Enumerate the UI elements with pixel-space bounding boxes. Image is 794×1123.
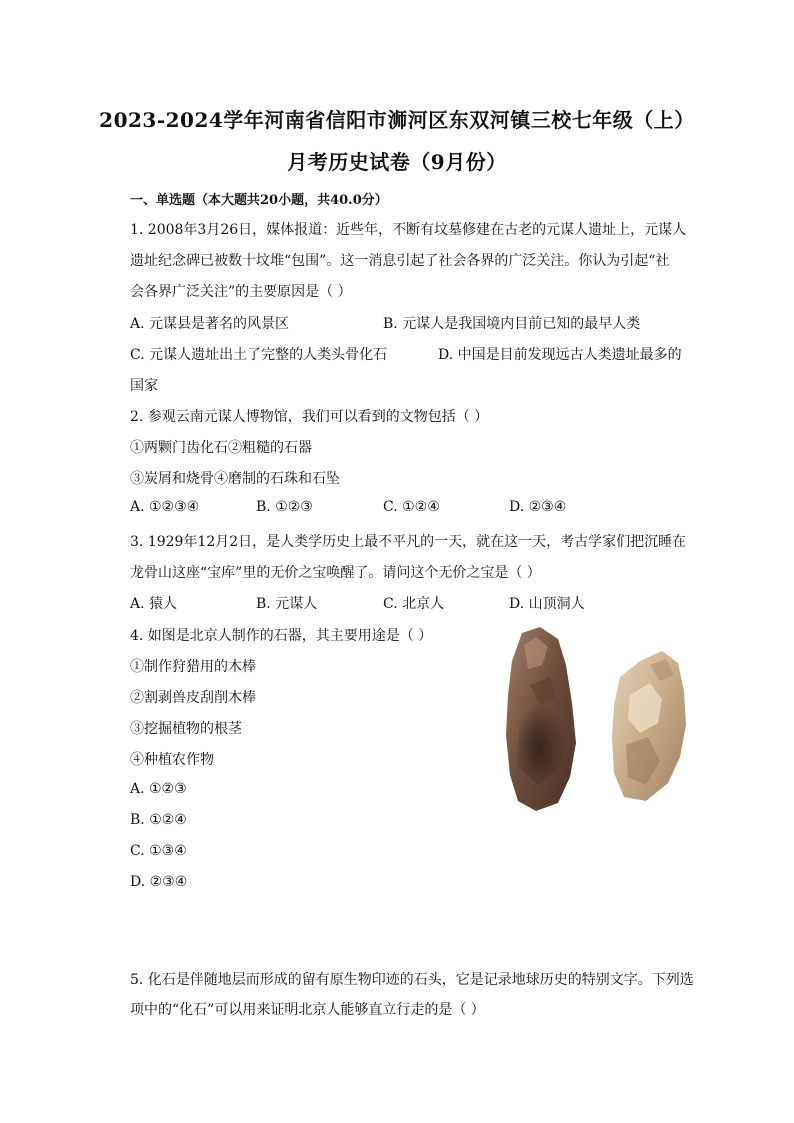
q4-option-b: B. ①②④ [130, 812, 187, 828]
q2-item2: ③炭屑和烧骨④磨制的石珠和石坠 [130, 471, 340, 487]
q3-line2: 龙骨山这座“宝库”里的无价之宝唤醒了。请问这个无价之宝是（ ） [130, 565, 541, 581]
q2-option-b: B. ①②③ [256, 499, 313, 515]
q4-stem: 4. 如图是北京人制作的石器，其主要用途是（ ） [130, 628, 433, 644]
q3-option-c: C. 北京人 [383, 596, 445, 612]
q4-option-c: C. ①③④ [130, 843, 187, 859]
exam-title-line2: 月考历史试卷（9月份） [287, 150, 507, 174]
section-heading: 一、单选题（本大题共20小题，共40.0分） [130, 193, 388, 208]
q2-option-d: D. ②③④ [509, 499, 567, 515]
stone-tool-left [506, 627, 576, 811]
q2-item1: ①两颗门齿化石②粗糙的石器 [130, 440, 312, 456]
q5-line2: 项中的“化石”可以用来证明北京人能够直立行走的是（ ） [130, 1002, 485, 1018]
q4-option-a: A. ①②③ [130, 781, 187, 797]
q3-option-a: A. 猿人 [130, 596, 178, 612]
q1-line1: 1. 2008年3月26日，媒体报道：近些年，不断有坟墓修建在古老的元谋人遗址上，元谋人 [130, 222, 687, 238]
q4-option-d: D. ②③④ [130, 874, 188, 890]
q2-option-a: A. ①②③④ [130, 499, 200, 515]
q1-line2: 遗址纪念碑已被数十坟堆“包围”。这一消息引起了社会各界的广泛关注。你认为引起“社 [130, 253, 670, 269]
q3-option-d: D. 山顶洞人 [509, 596, 585, 612]
q4-item4: ④种植农作物 [130, 752, 214, 768]
q4-item1: ①制作狩猎用的木棒 [130, 659, 256, 675]
q3-line1: 3. 1929年12月2日，是人类学历史上最不平凡的一天，就在这一天，考古学家们把沉睡在 [130, 534, 687, 550]
q1-option-b: B. 元谋人是我国境内目前已知的最早人类 [383, 316, 641, 332]
q1-line3: 会各界广泛关注”的主要原因是（ ） [130, 284, 352, 300]
q2-option-c: C. ①②④ [383, 499, 440, 515]
q1-option-d-cont: 国家 [130, 378, 158, 394]
q1-option-c: C. 元谋人遗址出土了完整的人类头骨化石 [130, 347, 388, 363]
q3-option-b: B. 元谋人 [256, 596, 318, 612]
q1-option-d: D. 中国是目前发现远古人类遗址最多的 [438, 347, 682, 363]
exam-title-line1: 2023-2024学年河南省信阳市浉河区东双河镇三校七年级（上） [99, 108, 695, 132]
stone-tool-right [612, 651, 686, 801]
q5-line1: 5. 化石是伴随地层而形成的留有原生物印迹的石头，它是记录地球历史的特别文字。下列选 [130, 972, 694, 988]
stone-tools-image [500, 625, 692, 813]
q1-option-a: A. 元谋县是著名的风景区 [130, 316, 290, 332]
q4-item3: ③挖掘植物的根茎 [130, 721, 242, 737]
q4-item2: ②割剥兽皮刮削木棒 [130, 690, 256, 706]
q2-stem: 2. 参观云南元谋人博物馆，我们可以看到的文物包括（ ） [130, 409, 489, 425]
